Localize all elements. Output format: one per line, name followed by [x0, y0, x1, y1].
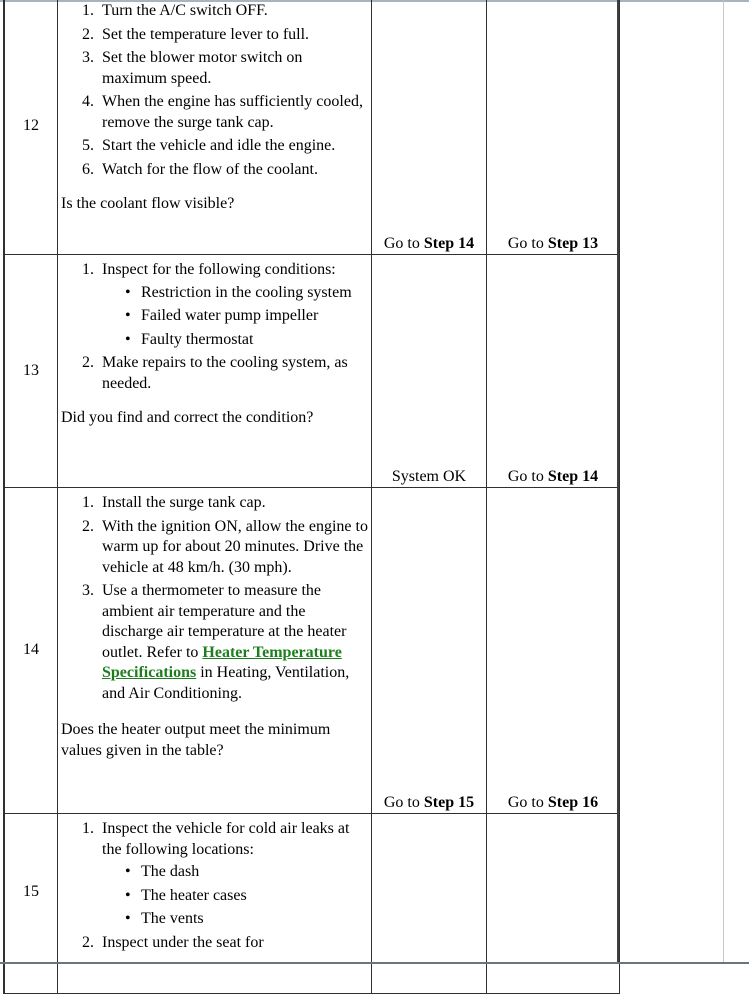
no-result-cell[interactable] — [487, 488, 620, 814]
yes-prefix: Go to — [383, 793, 420, 811]
yes-result-cell — [372, 814, 487, 994]
action-item: 3. Set the blower motor switch on maximum speed. — [98, 48, 369, 89]
action-item — [98, 581, 369, 704]
step-number-text: 15 — [23, 883, 39, 900]
action-list — [61, 493, 369, 704]
page-margin-line — [723, 0, 724, 964]
no-step-link[interactable]: Step 16 — [547, 793, 599, 811]
action-item — [98, 260, 369, 350]
action-list — [61, 260, 369, 394]
no-prefix: Go to — [507, 793, 544, 811]
no-step-link[interactable]: Step 13 — [547, 234, 599, 252]
step-question: Did you find and correct the condition? — [61, 409, 314, 426]
action-text: in Heating, Ventilation, and Air Conditioning. — [102, 664, 350, 702]
table-row-step-14 — [4, 488, 620, 814]
step-number: 12 — [4, 0, 58, 255]
step-number: 14 — [4, 488, 58, 814]
no-prefix: Go to — [507, 467, 544, 485]
condition-list — [102, 283, 369, 351]
action-item: 2. With the ignition ON, allow the engine to warm up for about 20 minutes. Drive the vehicle at 48 km/h. (30 mph). — [98, 517, 369, 579]
action-item — [98, 819, 369, 930]
action-cell — [58, 488, 372, 814]
no-result-cell[interactable] — [487, 255, 620, 488]
action-cell — [58, 255, 372, 488]
yes-prefix: Go to — [383, 234, 420, 252]
table-row-step-13 — [4, 255, 620, 488]
no-prefix: Go to — [507, 234, 544, 252]
action-text: Inspect the vehicle for cold air leaks at the following locations: — [102, 820, 350, 858]
action-item: 1. Install the surge tank cap. — [98, 493, 369, 514]
yes-step-link[interactable]: Step 14 — [423, 234, 475, 252]
yes-step-link[interactable]: Step 15 — [423, 793, 475, 811]
step-number — [4, 814, 58, 994]
location-item: • The heater cases — [141, 886, 369, 907]
table-row-step-15 — [4, 814, 620, 994]
location-item: • The dash — [141, 862, 369, 883]
step-question: Does the heater output meet the minimum values given in the table? — [61, 721, 331, 759]
yes-result-cell[interactable] — [372, 488, 487, 814]
action-item: 2. Make repairs to the cooling system, as needed. — [98, 353, 369, 394]
yes-result-cell — [372, 255, 487, 488]
table-row-step-12 — [4, 0, 620, 255]
heater-temperature-specifications-link[interactable]: Heater Temperature Specifications — [102, 643, 342, 681]
action-list — [61, 819, 369, 953]
action-item: 2. Inspect under the seat for — [98, 933, 369, 954]
action-item: 5. Start the vehicle and idle the engine. — [98, 136, 369, 157]
step-number: 13 — [4, 255, 58, 488]
action-item: 2. Set the temperature lever to full. — [98, 25, 369, 46]
condition-item: • Failed water pump impeller — [141, 306, 369, 327]
action-text: Inspect for the following conditions: — [102, 261, 336, 278]
action-text: Use a thermometer to measure the ambient air temperature and the discharge air temperature at the heater outlet. Refer to — [102, 582, 347, 661]
action-cell — [58, 0, 372, 255]
action-item: 1. Turn the A/C switch OFF. — [98, 1, 369, 22]
location-list — [102, 862, 369, 930]
no-step-link[interactable]: Step 14 — [547, 467, 599, 485]
condition-item: • Faulty thermostat — [141, 330, 369, 351]
location-item: • The vents — [141, 909, 369, 930]
table-right-border — [617, 0, 619, 964]
action-item: 4. When the engine has sufficiently cooled, remove the surge tank cap. — [98, 92, 369, 133]
condition-item: • Restriction in the cooling system — [141, 283, 369, 304]
system-ok-text: System OK — [391, 467, 467, 485]
no-result-cell — [487, 814, 620, 994]
yes-result-cell[interactable] — [372, 0, 487, 255]
no-result-cell[interactable] — [487, 0, 620, 255]
action-cell — [58, 814, 372, 994]
diagnostic-steps-table — [3, 0, 620, 994]
step-question: Is the coolant flow visible? — [61, 195, 235, 212]
action-item: 6. Watch for the flow of the coolant. — [98, 160, 369, 181]
action-list — [61, 1, 369, 180]
